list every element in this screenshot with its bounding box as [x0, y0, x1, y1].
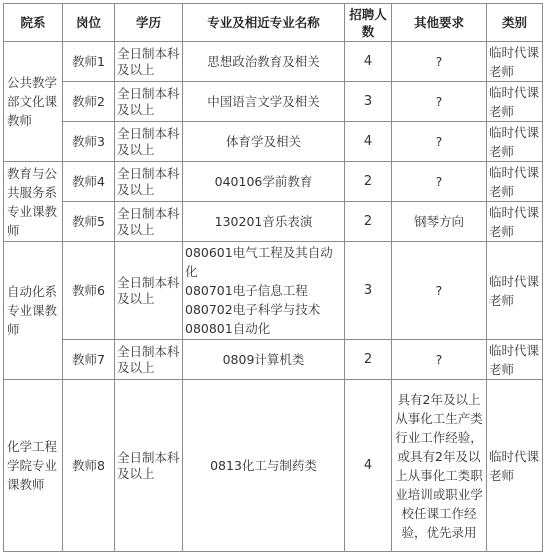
count-cell: 4: [345, 42, 392, 82]
count-cell: 3: [345, 82, 392, 122]
table-row: [4, 340, 543, 380]
category-cell: 临时代课老师: [487, 380, 543, 552]
major-cell: 040106学前教育: [183, 162, 345, 202]
other-cell: ?: [392, 122, 487, 162]
count-cell: 3: [345, 242, 392, 340]
count-cell: 4: [345, 380, 392, 552]
table-row: [4, 202, 543, 242]
header-count: 招聘人数: [345, 4, 392, 42]
table-row: [4, 122, 543, 162]
count-cell: 2: [345, 340, 392, 380]
post-cell: 教师5: [63, 202, 115, 242]
degree-cell: 全日制本科及以上: [115, 162, 183, 202]
other-cell: ?: [392, 242, 487, 340]
degree-cell: 全日制本科及以上: [115, 42, 183, 82]
category-cell: 临时代课老师: [487, 122, 543, 162]
dept-cell: 教育与公共服务系专业课教师: [4, 162, 63, 242]
dept-cell: 化学工程学院专业课教师: [4, 380, 63, 552]
post-cell: 教师7: [63, 340, 115, 380]
other-cell: 具有2年及以上从事化工生产类行业工作经验，或具有2年及以上从事化工类职业培训或职业学校任课工作经验，优先录用: [392, 380, 487, 552]
category-cell: 临时代课老师: [487, 82, 543, 122]
post-cell: 教师8: [63, 380, 115, 552]
major-cell: 体育学及相关: [183, 122, 345, 162]
degree-cell: 全日制本科及以上: [115, 122, 183, 162]
degree-cell: 全日制本科及以上: [115, 380, 183, 552]
post-cell: 教师3: [63, 122, 115, 162]
other-cell: ?: [392, 82, 487, 122]
major-cell: 130201音乐表演: [183, 202, 345, 242]
count-cell: 4: [345, 122, 392, 162]
table-row: [4, 162, 543, 202]
major-cell: 0813化工与制药类: [183, 380, 345, 552]
table-row: [4, 82, 543, 122]
other-cell: ?: [392, 340, 487, 380]
header-category: 类别: [487, 4, 543, 42]
post-cell: 教师4: [63, 162, 115, 202]
table-row: [4, 380, 543, 552]
major-cell: 思想政治教育及相关: [183, 42, 345, 82]
count-cell: 2: [345, 202, 392, 242]
other-cell: ?: [392, 162, 487, 202]
degree-cell: 全日制本科及以上: [115, 202, 183, 242]
count-cell: 2: [345, 162, 392, 202]
category-cell: 临时代课老师: [487, 202, 543, 242]
table-row: [4, 42, 543, 82]
header-other: 其他要求: [392, 4, 487, 42]
dept-cell: 自动化系专业课教师: [4, 242, 63, 380]
post-cell: 教师1: [63, 42, 115, 82]
category-cell: 临时代课老师: [487, 162, 543, 202]
post-cell: 教师2: [63, 82, 115, 122]
header-row: [4, 4, 543, 42]
table-row: [4, 242, 543, 340]
category-cell: 临时代课老师: [487, 340, 543, 380]
category-cell: 临时代课老师: [487, 42, 543, 82]
degree-cell: 全日制本科及以上: [115, 82, 183, 122]
recruitment-table: [3, 3, 543, 552]
other-cell: ?: [392, 42, 487, 82]
major-cell: 中国语言文学及相关: [183, 82, 345, 122]
header-dept: 院系: [4, 4, 63, 42]
header-major: 专业及相近专业名称: [183, 4, 345, 42]
major-cell: 080601电气工程及其自动化 080701电子信息工程 080702电子科学与技术 080801自动化: [183, 242, 345, 340]
major-cell: 0809计算机类: [183, 340, 345, 380]
header-post: 岗位: [63, 4, 115, 42]
post-cell: 教师6: [63, 242, 115, 340]
other-cell: 钢琴方向: [392, 202, 487, 242]
category-cell: 临时代课老师: [487, 242, 543, 340]
degree-cell: 全日制本科及以上: [115, 242, 183, 340]
header-degree: 学历: [115, 4, 183, 42]
degree-cell: 全日制本科及以上: [115, 340, 183, 380]
dept-cell: 公共教学部文化课教师: [4, 42, 63, 162]
